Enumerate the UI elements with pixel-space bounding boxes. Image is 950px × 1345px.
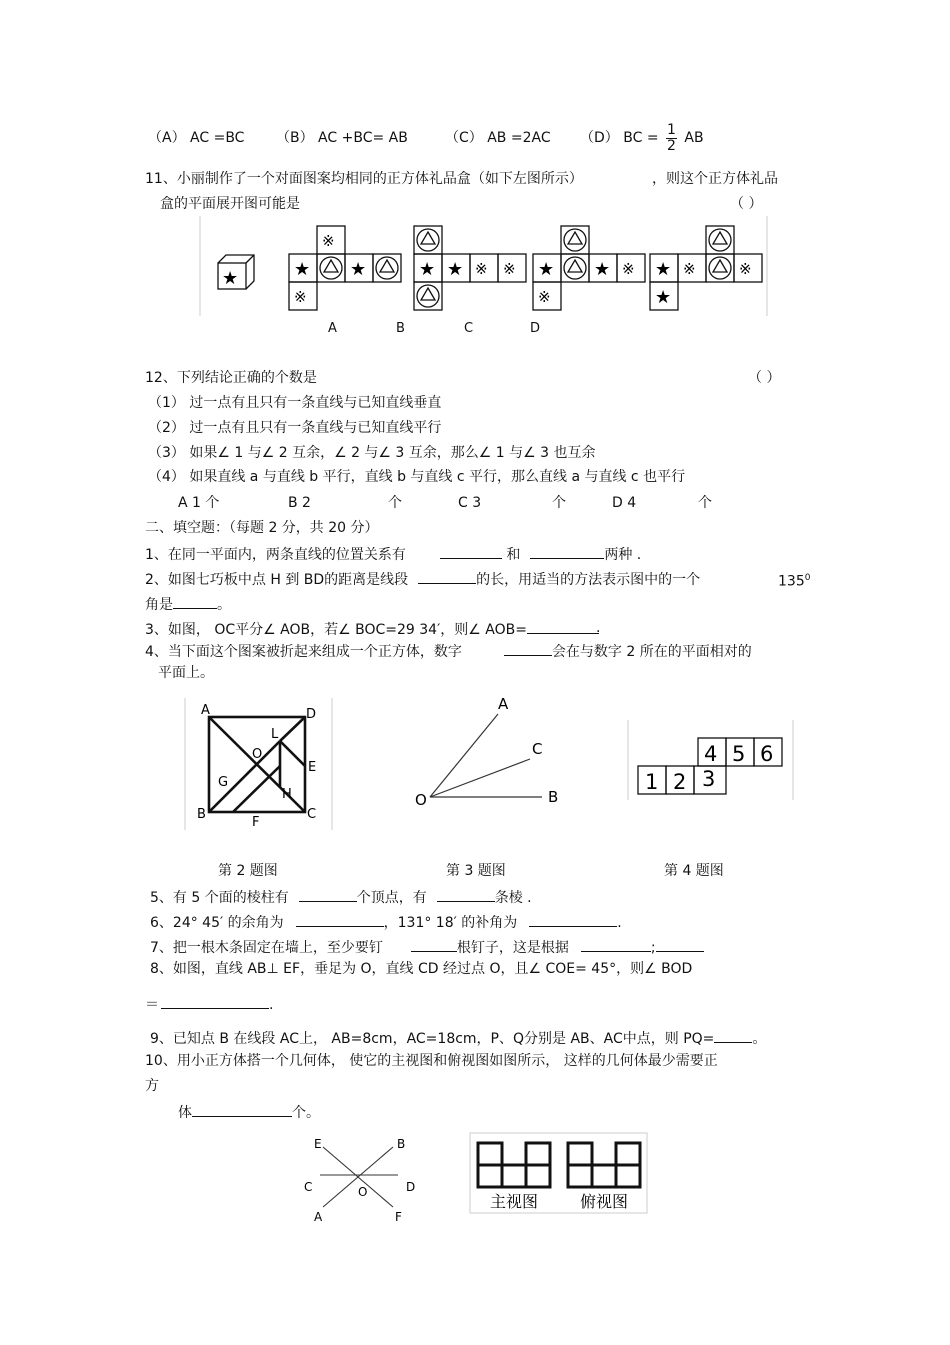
q12-choice-b-unit: 个 (388, 495, 402, 511)
point-label: F (252, 815, 260, 830)
fill-q10-blank-line: 体 个。 (178, 1102, 320, 1122)
answer-blank[interactable] (192, 1102, 292, 1117)
fill-q3-dot: . (596, 620, 601, 636)
point-label: D (306, 707, 317, 722)
caption-fig3: 第 3 题图 (446, 863, 506, 879)
answer-blank[interactable] (173, 594, 217, 609)
answer-blank[interactable] (437, 887, 495, 902)
star-icon: ★ (222, 268, 239, 289)
net-a (289, 226, 379, 314)
q12-statement-4: （4） 如果直线 a 与直线 b 平行，直线 b 与直线 c 平行，那么直线 a 与直线 c 也平行 (148, 469, 686, 485)
top-view-label: 俯视图 (580, 1192, 629, 1211)
answer-blank[interactable] (418, 569, 476, 584)
point-label: F (395, 1210, 402, 1224)
fig8-crossing-lines (298, 1132, 423, 1227)
answer-blank[interactable] (299, 887, 357, 902)
fill-q10-cont: 方 (145, 1078, 159, 1094)
point-label: E (308, 760, 317, 775)
caption-fig4: 第 4 题图 (664, 863, 724, 879)
net-number: 3 (702, 767, 716, 791)
q10-option-a: （A） AC =BC (148, 130, 245, 146)
answer-blank[interactable] (504, 641, 552, 656)
point-label: E (314, 1137, 322, 1151)
flower-icon: ※ (294, 288, 307, 306)
q12-title: 12、下列结论正确的个数是 (145, 370, 317, 386)
answer-blank[interactable] (440, 544, 502, 559)
point-label: A (314, 1210, 323, 1224)
point-label: O (415, 791, 427, 809)
net-c (533, 226, 648, 314)
q12-statement-2: （2） 过一点有且只有一条直线与已知直线平行 (148, 420, 442, 436)
fraction (666, 123, 677, 154)
section-heading: 二、填空题：（每题 2 分，共 20 分） (145, 520, 379, 536)
point-label: C (532, 740, 543, 758)
star-icon: ★ (538, 259, 555, 280)
q12-answer-paren: （ ） (748, 370, 781, 386)
q12-choice-b: B 2 (288, 495, 311, 511)
fill-q7: 7、把一根木条固定在墙上，至少要钉 根钉子，这是根据 ; (150, 937, 704, 957)
answer-blank[interactable] (161, 994, 269, 1009)
net-number: 2 (673, 770, 687, 794)
fill-q1: 1、在同一平面内，两条直线的位置关系有 和 两种 . (145, 544, 641, 564)
fill-q8: 8、如图，直线 AB⊥ EF，垂足为 O，直线 CD 经过点 O，且∠ COE= 45°，则∠ BOD (150, 961, 693, 977)
fill-q9: 9、已知点 B 在线段 AC上， AB=8cm，AC=18cm，P、Q分别是 AB、AC中点，则 PQ= 。 (150, 1028, 766, 1048)
point-label: B (548, 788, 559, 806)
point-label: O (358, 1185, 368, 1199)
point-label: D (406, 1180, 416, 1194)
net-number: 6 (760, 742, 774, 766)
fill-q3: 3、如图， OC平分∠ AOB，若∠ BOC=29 34′，则∠ AOB= (145, 619, 599, 639)
fill-q4-cont: 平面上。 (158, 665, 214, 681)
star-icon: ★ (655, 259, 672, 280)
answer-blank[interactable] (296, 912, 384, 927)
answer-blank[interactable] (411, 937, 457, 952)
star-icon: ★ (294, 259, 311, 280)
q11-answer-paren: （ ） (730, 196, 763, 212)
q10-option-d (580, 121, 704, 155)
flower-icon: ※ (475, 260, 488, 278)
point-label: C (304, 1180, 313, 1194)
fill-q5: 5、有 5 个面的棱柱有 个顶点，有 条棱 . (150, 887, 532, 907)
point-label: B (397, 1137, 406, 1151)
answer-blank[interactable] (530, 544, 604, 559)
fill-q6: 6、24° 45′ 的余角为 ，131° 18′ 的补角为 . (150, 912, 622, 932)
star-icon: ★ (447, 259, 464, 280)
star-icon: ★ (419, 259, 436, 280)
fig4-number-net (628, 720, 796, 802)
answer-blank[interactable] (714, 1028, 752, 1043)
fig3-angle (410, 692, 570, 812)
answer-blank[interactable] (656, 937, 704, 952)
point-label: G (218, 775, 229, 790)
point-label: O (252, 747, 263, 762)
point-label: A (201, 703, 210, 718)
fraction-denominator: 2 (667, 137, 676, 154)
star-icon: ★ (594, 259, 611, 280)
point-label: L (271, 727, 279, 742)
q11-line1b: ，则这个正方体礼品 (652, 171, 778, 187)
net-d (650, 226, 765, 314)
point-label: C (307, 807, 317, 822)
fill-q2: 2、如图七巧板中点 H 到 BD的距离是线段 的长，用适当的方法表示图中的一个 (145, 569, 700, 589)
q12-choice-c: C 3 (458, 495, 482, 511)
fill-q2-angle: $135^0$ (778, 573, 811, 590)
net-number: 1 (645, 770, 659, 794)
q11-line2: 盒的平面展开图可能是 (160, 196, 300, 212)
star-icon: ★ (350, 259, 367, 280)
answer-blank[interactable] (529, 912, 617, 927)
net-label-a: A (328, 321, 337, 336)
star-icon: ★ (655, 287, 672, 308)
q10-option-c: （C） AB =2AC (445, 130, 551, 146)
net-label-b: B (396, 321, 405, 336)
q12-statement-3: （3） 如果∠ 1 与∠ 2 互余，∠ 2 与∠ 3 互余，那么∠ 1 与∠ 3 也互余 (148, 445, 596, 461)
q10-option-d-suffix: AB (684, 130, 704, 146)
flower-icon: ※ (683, 260, 696, 278)
fill-q2-cont: 角是 。 (145, 594, 231, 614)
net-label-c: C (464, 321, 474, 336)
q12-choice-d: D 4 (612, 495, 637, 511)
q12-choice-d-unit: 个 (698, 495, 712, 511)
flower-icon: ※ (538, 288, 551, 306)
fill-q8-cont: ＝ . (145, 994, 273, 1014)
net-number: 4 (704, 742, 718, 766)
q10-option-b: （B） AC +BC= AB (276, 130, 408, 146)
point-label: H (282, 787, 292, 802)
net-label-d: D (530, 321, 541, 336)
front-view-label: 主视图 (490, 1192, 539, 1211)
q11-line1a: 11、小丽制作了一个对面图案均相同的正方体礼品盒（如下左图所示） (145, 171, 583, 187)
answer-blank[interactable] (527, 619, 599, 634)
q12-choice-c-unit: 个 (552, 495, 566, 511)
q12-statement-1: （1） 过一点有且只有一条直线与已知直线垂直 (148, 395, 442, 411)
q10-option-d-prefix: （D） BC = (580, 130, 659, 146)
point-label: B (197, 807, 206, 822)
point-label: A (498, 695, 509, 713)
net-a-extra (373, 254, 403, 284)
fig2-tangram (185, 698, 335, 833)
net-b (414, 226, 529, 314)
flower-icon: ※ (739, 260, 752, 278)
fill-q4: 4、当下面这个图案被折起来组成一个正方体，数字 会在与数字 2 所在的平面相对的 (145, 641, 752, 661)
fig10-views (470, 1133, 650, 1215)
q12-choice-a: A 1 个 (178, 495, 220, 511)
net-number: 5 (732, 742, 746, 766)
answer-blank[interactable] (581, 937, 651, 952)
flower-icon: ※ (322, 232, 335, 250)
fill-q10: 10、用小正方体搭一个几何体， 使它的主视图和俯视图如图所示， 这样的几何体最少需要正 (145, 1053, 718, 1069)
flower-icon: ※ (503, 260, 516, 278)
fraction-numerator: 1 (667, 121, 676, 138)
caption-fig2: 第 2 题图 (218, 863, 278, 879)
flower-icon: ※ (622, 260, 635, 278)
